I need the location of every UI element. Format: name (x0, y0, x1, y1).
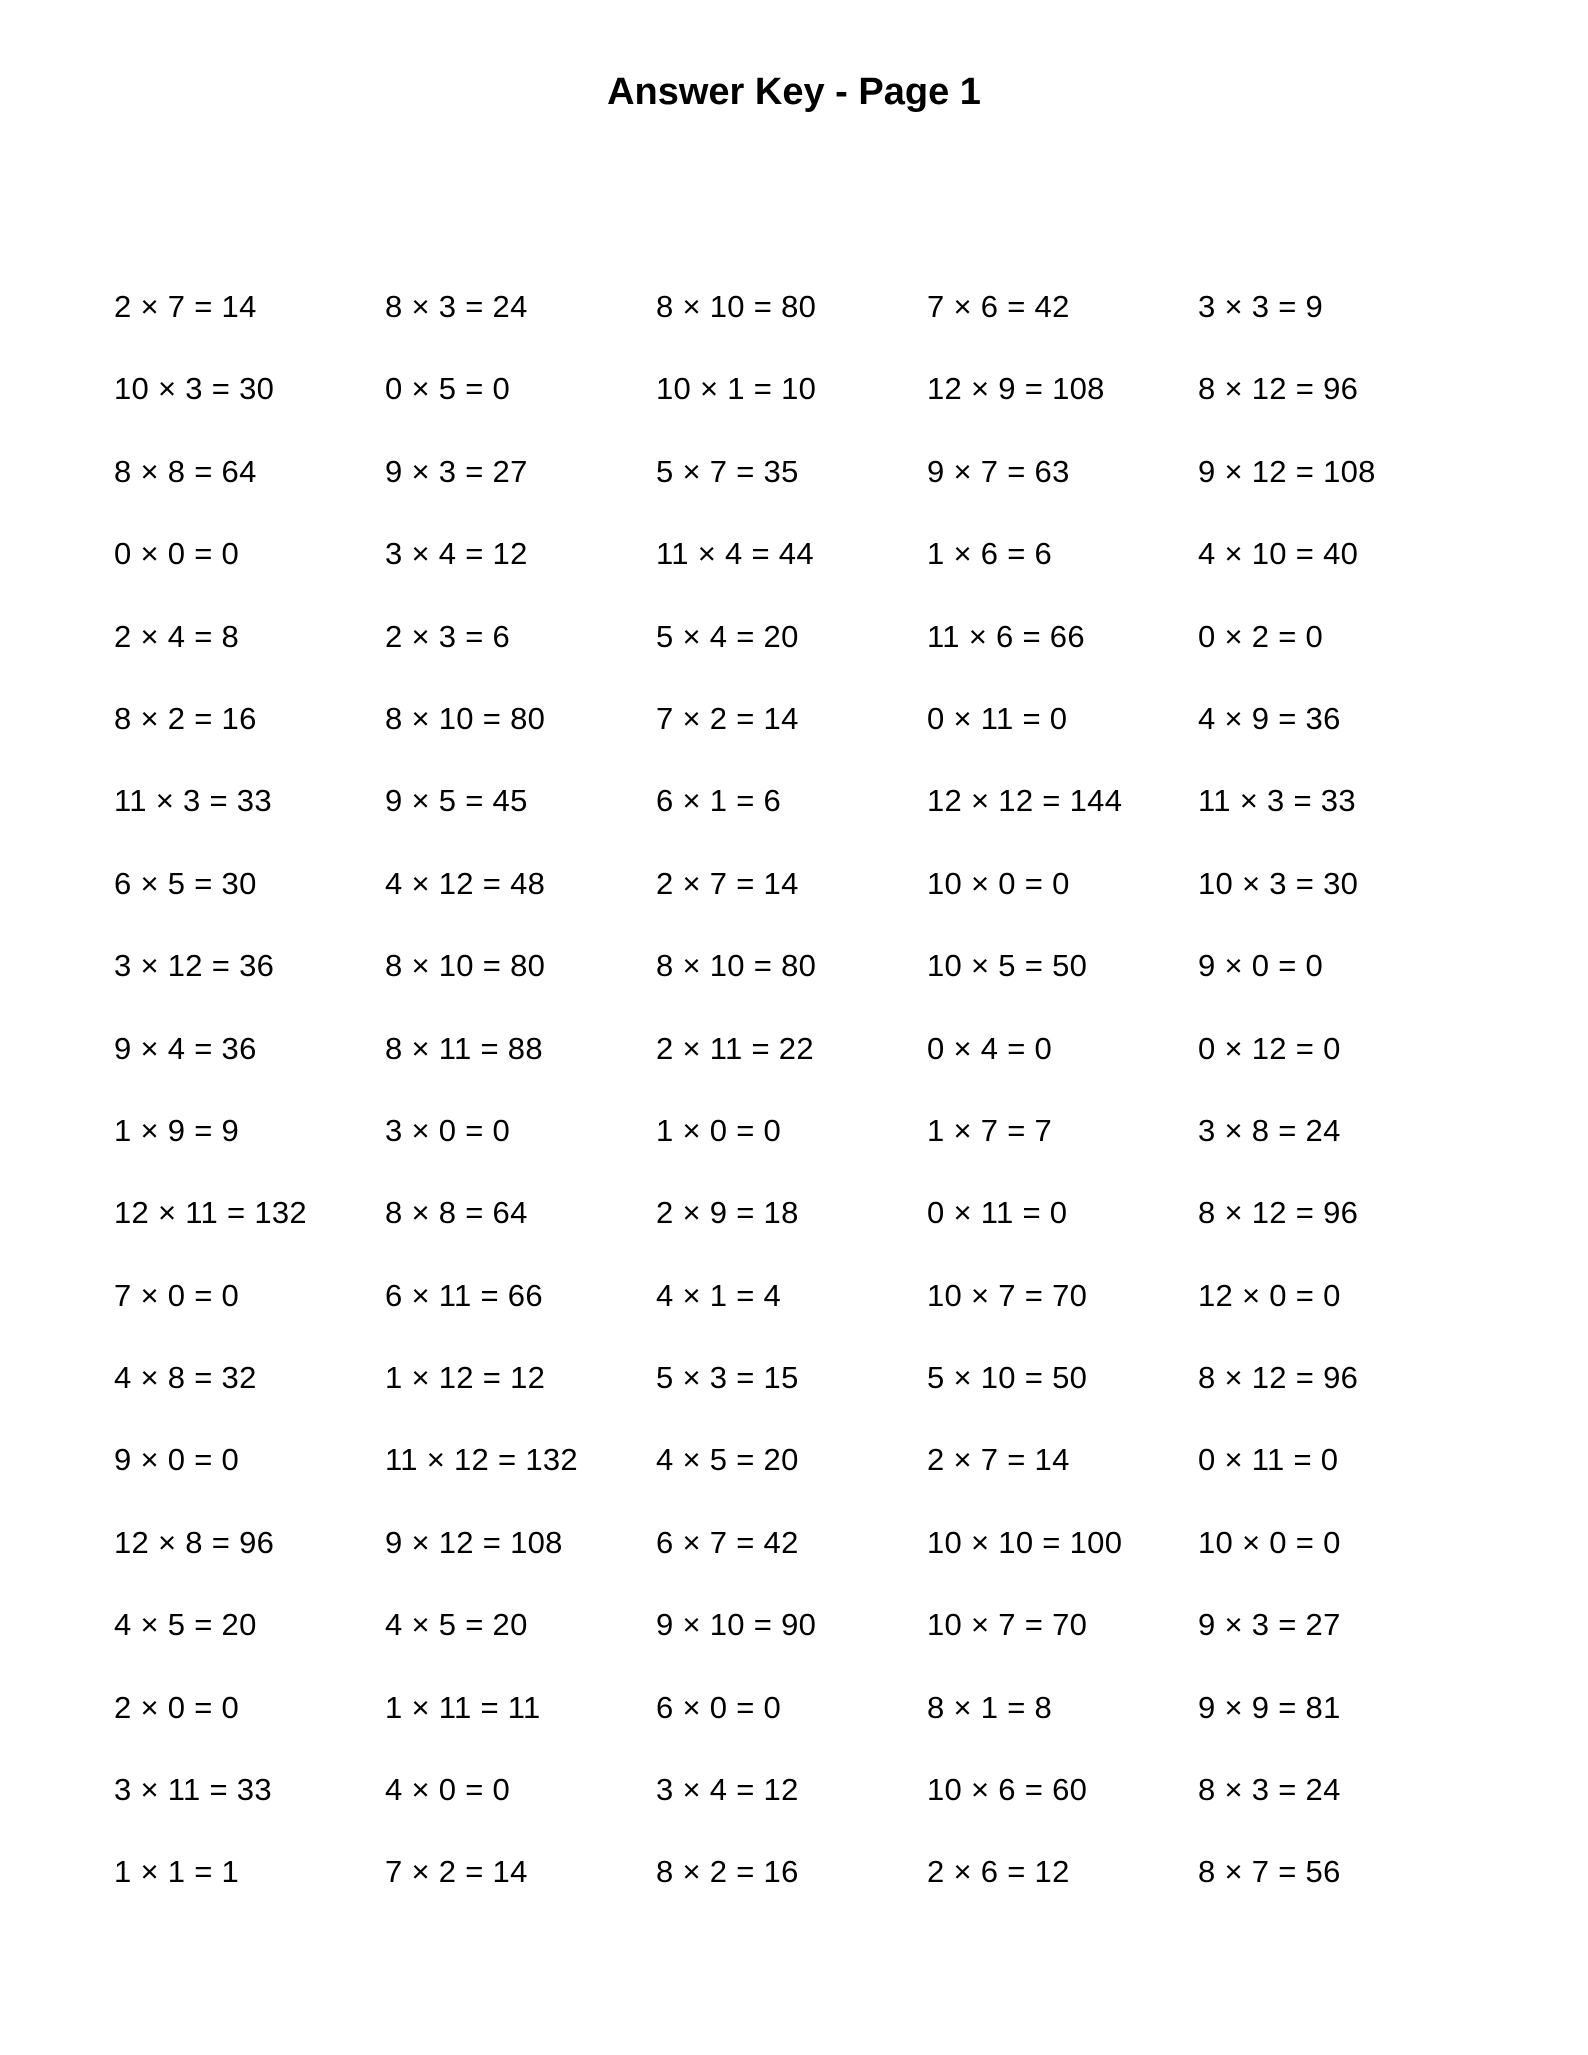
answer-item: 1 × 0 = 0 (656, 1112, 782, 1148)
answer-item: 9 × 5 = 45 (385, 783, 528, 819)
answer-item: 8 × 7 = 56 (1198, 1854, 1341, 1890)
answer-item: 10 × 0 = 0 (927, 865, 1070, 901)
answer-item: 1 × 11 = 11 (385, 1689, 541, 1725)
answer-item: 4 × 12 = 48 (385, 865, 546, 901)
answer-item: 4 × 5 = 20 (385, 1607, 528, 1643)
answer-item: 2 × 7 = 14 (927, 1442, 1070, 1478)
answer-item: 10 × 3 = 30 (114, 371, 275, 407)
answer-item: 3 × 12 = 36 (114, 948, 275, 984)
answer-item: 8 × 10 = 80 (385, 700, 546, 736)
answer-item: 4 × 10 = 40 (1198, 536, 1359, 572)
answer-item: 2 × 7 = 14 (656, 865, 799, 901)
answer-item: 8 × 1 = 8 (927, 1689, 1053, 1725)
answer-item: 9 × 3 = 27 (385, 453, 528, 489)
answer-item: 5 × 10 = 50 (927, 1360, 1088, 1396)
answer-item: 6 × 5 = 30 (114, 865, 257, 901)
answer-item: 3 × 3 = 9 (1198, 289, 1324, 324)
answer-item: 0 × 11 = 0 (927, 700, 1068, 736)
answer-item: 12 × 0 = 0 (1198, 1277, 1341, 1313)
answer-item: 8 × 2 = 16 (114, 700, 257, 736)
answer-item: 10 × 0 = 0 (1198, 1524, 1341, 1560)
answer-item: 8 × 12 = 96 (1198, 1195, 1359, 1231)
answer-item: 3 × 4 = 12 (385, 536, 528, 572)
answer-item: 1 × 9 = 9 (114, 1112, 240, 1148)
answer-item: 0 × 11 = 0 (1198, 1442, 1339, 1478)
answer-item: 8 × 8 = 64 (385, 1195, 528, 1231)
answer-item: 3 × 0 = 0 (385, 1112, 511, 1148)
answer-item: 0 × 0 = 0 (114, 536, 240, 572)
answer-item: 5 × 3 = 15 (656, 1360, 799, 1396)
answer-item: 6 × 11 = 66 (385, 1277, 543, 1313)
answer-item: 9 × 7 = 63 (927, 453, 1070, 489)
answer-item: 9 × 9 = 81 (1198, 1689, 1341, 1725)
answer-item: 0 × 12 = 0 (1198, 1030, 1341, 1066)
answer-item: 4 × 1 = 4 (656, 1277, 782, 1313)
answer-item: 2 × 3 = 6 (385, 618, 511, 654)
answer-item: 8 × 12 = 96 (1198, 371, 1359, 407)
answer-item: 4 × 0 = 0 (385, 1772, 511, 1808)
answer-item: 12 × 11 = 132 (114, 1195, 307, 1231)
answer-item: 6 × 0 = 0 (656, 1689, 782, 1725)
answer-item: 0 × 5 = 0 (385, 371, 511, 407)
answer-item: 2 × 4 = 8 (114, 618, 240, 654)
answer-item: 7 × 0 = 0 (114, 1277, 240, 1313)
answer-item: 8 × 3 = 24 (1198, 1772, 1341, 1808)
answer-item: 7 × 2 = 14 (656, 700, 799, 736)
answer-item: 9 × 12 = 108 (1198, 453, 1376, 489)
answer-item: 4 × 8 = 32 (114, 1360, 257, 1396)
answer-item: 2 × 9 = 18 (656, 1195, 799, 1231)
answer-item: 11 × 3 = 33 (1198, 783, 1356, 819)
answer-item: 0 × 4 = 0 (927, 1030, 1053, 1066)
answer-item: 8 × 8 = 64 (114, 453, 257, 489)
answer-item: 12 × 12 = 144 (927, 783, 1123, 819)
answer-item: 8 × 2 = 16 (656, 1854, 799, 1890)
answer-item: 3 × 8 = 24 (1198, 1112, 1341, 1148)
answer-item: 9 × 4 = 36 (114, 1030, 257, 1066)
answer-item: 8 × 10 = 80 (385, 948, 546, 984)
answer-item: 3 × 4 = 12 (656, 1772, 799, 1808)
answer-item: 5 × 4 = 20 (656, 618, 799, 654)
page-title: Answer Key - Page 1 (607, 71, 981, 113)
answer-grid (114, 283, 1514, 1931)
answer-item: 4 × 5 = 20 (114, 1607, 257, 1643)
answer-item: 9 × 10 = 90 (656, 1607, 817, 1643)
answer-item: 11 × 3 = 33 (114, 783, 272, 819)
answer-item: 10 × 5 = 50 (927, 948, 1088, 984)
answer-item: 8 × 11 = 88 (385, 1030, 543, 1066)
answer-item: 10 × 3 = 30 (1198, 865, 1359, 901)
answer-item: 3 × 11 = 33 (114, 1772, 272, 1808)
answer-item: 2 × 6 = 12 (927, 1854, 1070, 1890)
answer-item: 8 × 10 = 80 (656, 289, 817, 324)
answer-item: 2 × 7 = 14 (114, 289, 257, 324)
answer-item: 10 × 7 = 70 (927, 1277, 1088, 1313)
answer-item: 9 × 3 = 27 (1198, 1607, 1341, 1643)
answer-item: 10 × 1 = 10 (656, 371, 817, 407)
answer-item: 1 × 7 = 7 (927, 1112, 1053, 1148)
answer-item: 9 × 0 = 0 (114, 1442, 240, 1478)
answer-item: 1 × 12 = 12 (385, 1360, 546, 1396)
answer-item: 10 × 7 = 70 (927, 1607, 1088, 1643)
answer-item: 11 × 4 = 44 (656, 536, 814, 572)
answer-item: 5 × 7 = 35 (656, 453, 799, 489)
answer-item: 7 × 2 = 14 (385, 1854, 528, 1890)
answer-item: 6 × 7 = 42 (656, 1524, 799, 1560)
answer-item: 8 × 12 = 96 (1198, 1360, 1359, 1396)
answer-item: 1 × 6 = 6 (927, 536, 1053, 572)
answer-item: 12 × 8 = 96 (114, 1524, 275, 1560)
answer-item: 8 × 10 = 80 (656, 948, 817, 984)
answer-item: 9 × 0 = 0 (1198, 948, 1324, 984)
answer-item: 0 × 11 = 0 (927, 1195, 1068, 1231)
answer-item: 9 × 12 = 108 (385, 1524, 563, 1560)
answer-item: 11 × 12 = 132 (385, 1442, 578, 1478)
answer-item: 0 × 2 = 0 (1198, 618, 1324, 654)
answer-item: 11 × 6 = 66 (927, 618, 1085, 654)
answer-item: 10 × 10 = 100 (927, 1524, 1123, 1560)
answer-item: 4 × 9 = 36 (1198, 700, 1341, 736)
answer-item: 10 × 6 = 60 (927, 1772, 1088, 1808)
answer-item: 2 × 0 = 0 (114, 1689, 240, 1725)
answer-item: 4 × 5 = 20 (656, 1442, 799, 1478)
answer-item: 1 × 1 = 1 (114, 1854, 240, 1890)
answer-item: 7 × 6 = 42 (927, 289, 1070, 324)
answer-item: 12 × 9 = 108 (927, 371, 1105, 407)
answer-item: 6 × 1 = 6 (656, 783, 782, 819)
answer-item: 2 × 11 = 22 (656, 1030, 814, 1066)
answer-item: 8 × 3 = 24 (385, 289, 528, 324)
